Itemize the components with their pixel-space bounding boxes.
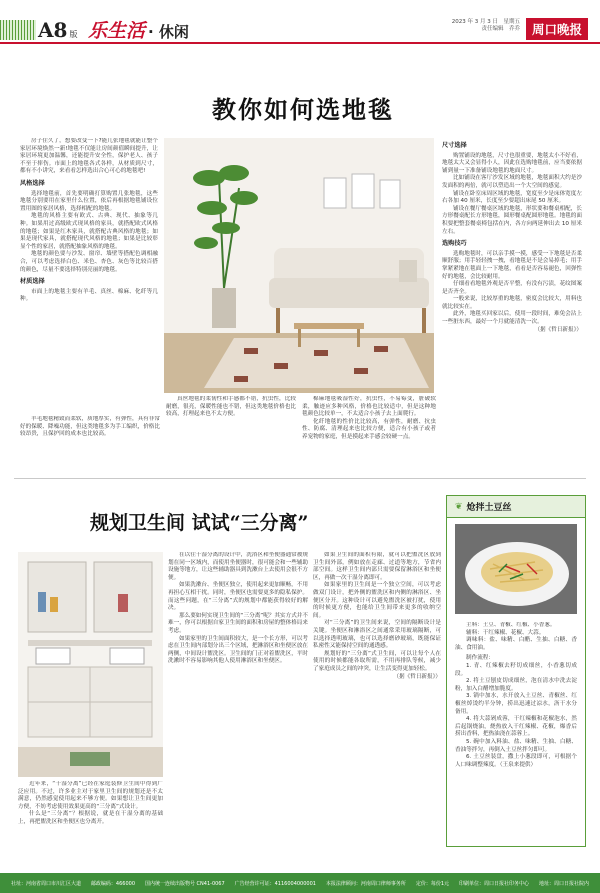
article2-col2 [168, 552, 308, 842]
footer-item: 印刷单位：周口日报社印务中心 [458, 880, 529, 887]
paper-logo: 周口晚报 [526, 18, 588, 40]
bathroom-illustration [18, 552, 163, 777]
footer-item: 地址：周口日报社院内 [538, 880, 589, 887]
footer-item: 本报法律顾问：河南周口律师事务所 [325, 880, 406, 887]
article1-s3-p4: 铺设在餐厅餐桌区域的地毯，形状要和餐桌相配，长方形餐桌配长方形地毯，圆形餐桌配圆形地毯。地毯的面积要把整套餐桌椅包括在内，各方向两延伸出去 10 厘米左右。 [442, 205, 582, 235]
section-heading [88, 16, 189, 43]
header-decoration [0, 20, 36, 40]
article1-s2-p5: 化纤地毯的性价比比较高，有弹性，耐磨、抗虫性、防腐、清理起来也比较方便，适合有小孩子或者养宠物的家庭，但是摸起来手感会较硬一点。 [302, 418, 436, 440]
article1-bottom-col3 [302, 396, 436, 466]
article1-bottom-col1 [20, 416, 160, 466]
article1-s4-p1: 选购地毯时，可以亲手摸一摸，感受一下地毯是否柔顺舒服；用手轻轻拽一拽，看地毯是不是会易掉毛；用手掌紧紧地在毯面上一下地毯，看看是否容易褪色，回弹性好的地毯，会比较耐用。 [442, 250, 582, 280]
recipe-step: 3. 锅中加水，水开放入土豆丝、青椒丝、红椒丝焯烫约半分钟，捞出迅速过凉水，沥干水分备用。 [455, 693, 577, 715]
leaf-icon: ❦ [455, 501, 463, 512]
recipe-step: 6. 土豆丝装盘，撒上小葱段即可，可根据个人口味调整辣度。（王泉来提供） [455, 754, 577, 768]
page-number [38, 18, 77, 42]
recipe-text [455, 622, 577, 852]
footer-bar [0, 873, 600, 893]
article1-s3-p1: 购置铺设的地毯，尺寸也很重要，地毯太小不好看，地毯太大又会显得小人，因此在选购地毯前，应当要依据铺到量一下准备铺设地毯的地面尺寸。 [442, 152, 582, 174]
article1-right-column [442, 138, 582, 440]
article2-p2: 如果洗漱台、坐便区独立，使用起来更加顺畅，不用再担心互相干扰。同时，坐便区也需要更多的隐私保护。而这些问题，在“三分离”式的规划中都能获得较好的解决。 [168, 582, 308, 612]
editor-credit: 责任编辑 乔乔 [481, 26, 520, 32]
article1-s3-p3: 铺设在卧室床周区域的地毯，宽度至少是床体宽度左右各加 40 厘米，长度至少要超出床尾 50 厘米。 [442, 190, 582, 205]
article2-intro-block [18, 781, 163, 843]
footer-item: 国内统一连续出版物号 CN41-0067 [144, 880, 225, 887]
potato-dish-illustration [455, 524, 577, 614]
recipe-step: 1. 青、红辣椒去籽切成细丝，小香葱切成段。 [455, 662, 577, 677]
section-tips-heading: 选购技巧 [442, 240, 467, 248]
footer-item: 社址：河南省周口市川汇区大道 [10, 880, 81, 887]
footer-item: 广告经营许可证：4116004000001 [234, 880, 316, 887]
article2-col3 [313, 552, 441, 842]
article2-p3: 那么要如何实现卫生间的“三分离”呢？其实方式并不难一，你可以根据自家卫生间的面积和房屋的整体格局来考虑。 [168, 612, 308, 634]
article1-s2-p4: 棉麻地毯吸湿性好，抗虫性，不易霉变，脏破软柔，触迹应多种风格，价格也比较适中，但是这种地毯颜色比较单一，不太适合小孩子去上面爬行。 [302, 396, 436, 418]
article2-p8: 规划好的“三分离”式卫生间，可以让每个人在使用的时候都能各取所需，不用再排队等候，减少了家庭成员之间的冲突，让生活变得更加轻松。 [313, 650, 441, 672]
recipe-ingredients: 主料：土豆、青椒、红椒、小香葱。 [466, 622, 556, 628]
article2-lead: 什么是“三分离”？根据说，就是在干湿分离的基础上，再把盥洗区和坐便区也分离开。 [18, 811, 163, 825]
article1-s2-p3: 真丝地毯的柔韧性和手感都不错，抗虫性，比较耐磨，很亮，保暖性能也不错，但这类地毯价格也比较高，打理起来也不太方便。 [166, 396, 296, 418]
section-size-heading: 尺寸选择 [442, 142, 467, 149]
article1-s1-p3: 地毯的颜色要与沙发、窗帘、墙壁等搭配色调相融合，可以考虑选择白色、米色、杏色、灰色等比较百搭的颜色，尽量不要选择特别亮丽的地毯。 [20, 251, 158, 273]
article1-s3-p2: 比如铺设在客厅沙发区域的地毯，地毯面积大约是沙发面积的两倍，就可以塑造出一个大空间的感觉。 [442, 175, 582, 189]
article2-byline: （据《哲日新报》） [393, 673, 441, 680]
recipe-steps-title: 制作流程： [466, 655, 494, 662]
article-divider [14, 478, 586, 479]
footer-item: 定价：每份1元 [415, 880, 450, 887]
recipe-title: 炝拌土豆丝 [466, 503, 512, 513]
section-material-heading: 材质选择 [20, 278, 45, 286]
article2-p6: 如果家里的卫生间是一个独立空间，可以考虑做双门设计，把外侧的盥洗区和内侧的淋浴区、坐便区分开。这种设计可以避免盥洗区被打扰，使用的时候更方便，也能给卫生间带来更多的收纳空间。 [313, 582, 441, 619]
section-style-heading: 风格选择 [20, 179, 45, 187]
article1-bottom-col2 [166, 396, 296, 466]
article2-p4: 如果家里的卫生间面积较大，是一个长方形，可以考虑在卫生间内部划分出三个区域，把淋浴区和坐便区放在两侧，中间设计盥洗区。卫生间的门正对着盥洗区，平时洗漱时不容易影响其他人使用淋浴区和坐便区。 [168, 635, 308, 665]
article2-title: 规划卫生间 试试“三分离” [90, 512, 309, 534]
living-room-illustration [164, 138, 434, 393]
article1-byline: （据《哲日新报》） [534, 326, 582, 333]
page-suffix: 版 [69, 30, 78, 39]
article2-p7: 对“三分离”的卫生间来说，空间的隔断设计是关键。坐便区和淋浴区之间通常采用玻璃隔断，可以选择透明玻璃，也可以选择磨砂玻璃，既能保证私密性又能保持空间的通透感。 [313, 620, 441, 650]
recipe-step: 5. 碗中加入料油、盐、味精、生抽、白糖、香油等拌匀，再倒入土豆丝拌匀即可。 [455, 738, 577, 753]
article1-intro: 房子住久了，想要改变一下?能几张地毯就能让整个家居环境焕然一新!地毯不仅能让房间颜值瞬间提升，让家居环境更加温馨，还能提升安全性，保护老人、孩子不至于摔伤。市面上的地毯各式各样，从材质到尺寸，都有不小讲究，来看看怎样选出合心可心的地毯吧! [20, 138, 158, 175]
article2-p1: 在以往干湿分离的设计中，洗浴区和坐便器通常被规划在同一区域内，而使用坐便器时，很可能会和一些辅助设施等地方，让这些辅助器具到洗漱台上去使用会很不方便。 [168, 552, 308, 581]
bathroom-photo [18, 552, 163, 777]
article1-s4-p3: 一般来说，比较厚重的地毯，密度会比较大，用料也就比较实在。 [442, 296, 582, 310]
living-room-photo [164, 138, 434, 393]
recipe-condiments: 调味料：盐、味精、白醋、生抽、白糖、香油、食用油。 [455, 637, 577, 651]
article1-s1-p2: 地毯的风格主要有欧式、古典、现代、抽象等几种。如果用过高级欧式现风格的家具，就搭配欧式风格的地毯；如果是红木家具，就搭配古典风格的地毯；如果是现代家具，就搭配现代风格的地毯；如果是比较彰显个性的家居，就搭配抽象风格的地毯。 [20, 213, 158, 250]
article1-s1-p1: 选择地毯前，首先要明确打算购置几张地毯，这些地毯分别要用在家里什么位置，依后再根据地毯铺设位置用图的家居风格，选择相配的地毯。 [20, 190, 158, 212]
section-name: 乐生活 [88, 20, 146, 42]
section-sub: · 休闲 [148, 23, 189, 41]
recipe-step: 4. 将大蒜剁成蓉，干红辣椒和花椒泡水，然后起锅烧油，烧热放入干红辣椒、花椒，爆香后捞出香料，把热油浇在蒜蓉上。 [455, 716, 577, 738]
recipe-seasoning: 辅料：干红辣椒、花椒、大蒜。 [466, 629, 545, 636]
article1-title: 教你如何选地毯 [212, 95, 394, 124]
article1-s4-p4: 此外，地毯买回家以后，使用一段时间，难免会沾上一些脏东西，最好一个月就能清洗一次。 [442, 311, 582, 326]
article2-p5: 如果卫生间的面积有限，就可以把盥洗区放到卫生间外部，例如放在走廊、过道等地方，节省内部空间。这样卫生间内部只需要保留淋浴区和坐便区，再做一次干湿分离即可。 [313, 552, 441, 581]
issue-date: 2023 年 3 月 3 日 星期五 [451, 19, 520, 25]
article1-s2-p1: 市面上的地毯主要有羊毛、真丝、棉麻、化纤等几种。 [20, 288, 158, 303]
article1-s4-p2: 仔细看看地毯外观是否平整，有没有污渍，花纹图案是否齐全。 [442, 281, 582, 295]
header-meta [400, 19, 520, 33]
recipe-photo [455, 524, 577, 614]
header-rule [0, 42, 600, 44]
article1-s2-p2: 羊毛地毯精致而柔软，质地厚实，有弹性，具有非常好的保暖、降噪功能，但这类地毯多为手工编织，价格比较昂贵，且保护回的成本也比较高。 [20, 416, 160, 438]
page-label: A8 [38, 18, 68, 42]
footer-item: 邮政编码：466000 [90, 880, 136, 887]
recipe-box [446, 495, 586, 847]
article2-intro: 近年来，“干湿分离”已经在家庭装修卫生间中得到广泛应用。不过，许多业主对于家里卫生间的规划还是不太满意，仍然感觉使用起来不够方便。如果想让卫生间更加方便，不妨考虑使用效果更高的“三分离”式设计。 [18, 781, 163, 810]
recipe-step: 2. 将土豆刨皮切成细丝，泡在清水中洗去淀粉，加入白醋增加脆度。 [455, 678, 577, 692]
article1-left-column [20, 138, 158, 413]
